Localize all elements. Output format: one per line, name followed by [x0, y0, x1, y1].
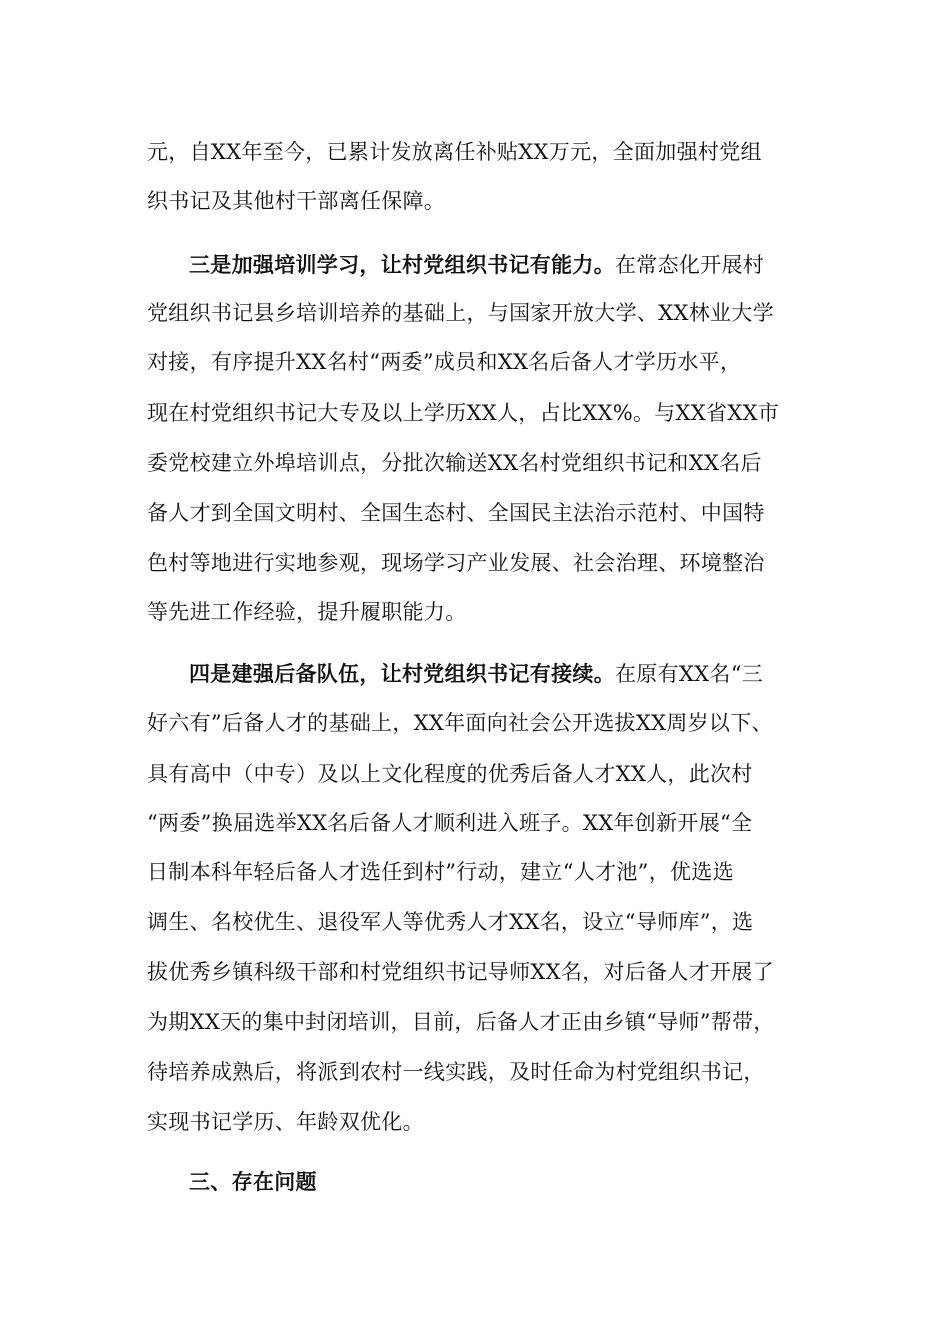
paragraph-line: 待培养成熟后，将派到农村一线实践，及时任命为村党组织书记，	[147, 1060, 765, 1084]
paragraph-heading: 三是加强培训学习，让村党组织书记有能力。	[189, 252, 615, 277]
paragraph-text: 在原有XX名“三	[615, 662, 764, 686]
paragraph-line: 对接，有序提升XX名村“两委”成员和XX名后备人才学历水平，	[147, 350, 742, 374]
section-heading: 三、存在问题	[189, 1169, 317, 1194]
paragraph-line: 实现书记学历、年龄双优化。	[147, 1110, 424, 1134]
paragraph-line: 现在村党组织书记大专及以上学历XX人，占比XX%。与XX省XX市	[147, 401, 780, 425]
paragraph-line: 日制本科年轻后备人才选任到村”行动，建立“人才池”，优选选	[147, 860, 734, 884]
paragraph-line: 委党校建立外埠培训点，分批次输送XX名村党组织书记和XX名后	[147, 451, 762, 475]
paragraph-line: 为期XX天的集中封闭培训，目前，后备人才正由乡镇“导师”帮带，	[147, 1010, 775, 1034]
paragraph-heading: 四是建强后备队伍，让村党组织书记有接续。	[189, 661, 615, 686]
paragraph-line: 织书记及其他村干部离任保障。	[147, 189, 446, 213]
paragraph-first-line	[189, 250, 764, 280]
paragraph-text: 在常态化开展村	[615, 253, 765, 277]
paragraph-line: “两委”换届选举XX名后备人才顺利进入班子。XX年创新开展“全	[147, 811, 753, 835]
paragraph-line: 好六有”后备人才的基础上，XX年面向社会公开选拔XX周岁以下、	[147, 711, 773, 735]
paragraph-line: 拔优秀乡镇科级干部和村党组织书记导师XX名，对后备人才开展了	[147, 960, 774, 984]
paragraph-line: 元，自XX年至今，已累计发放离任补贴XX万元，全面加强村党组	[147, 140, 762, 164]
paragraph-line: 备人才到全国文明村、全国生态村、全国民主法治示范村、中国特	[147, 501, 765, 525]
paragraph-line: 等先进工作经验，提升履职能力。	[147, 600, 467, 624]
paragraph-line: 党组织书记县乡培训培养的基础上，与国家开放大学、XX林业大学	[147, 301, 774, 325]
paragraph-line: 色村等地进行实地参观，现场学习产业发展、社会治理、环境整治	[147, 551, 765, 575]
paragraph-line: 调生、名校优生、退役军人等优秀人才XX名，设立“导师库”，选	[147, 910, 754, 934]
paragraph-first-line	[189, 659, 763, 689]
paragraph-line: 具有高中（中专）及以上文化程度的优秀后备人才XX人，此次村	[147, 762, 753, 786]
